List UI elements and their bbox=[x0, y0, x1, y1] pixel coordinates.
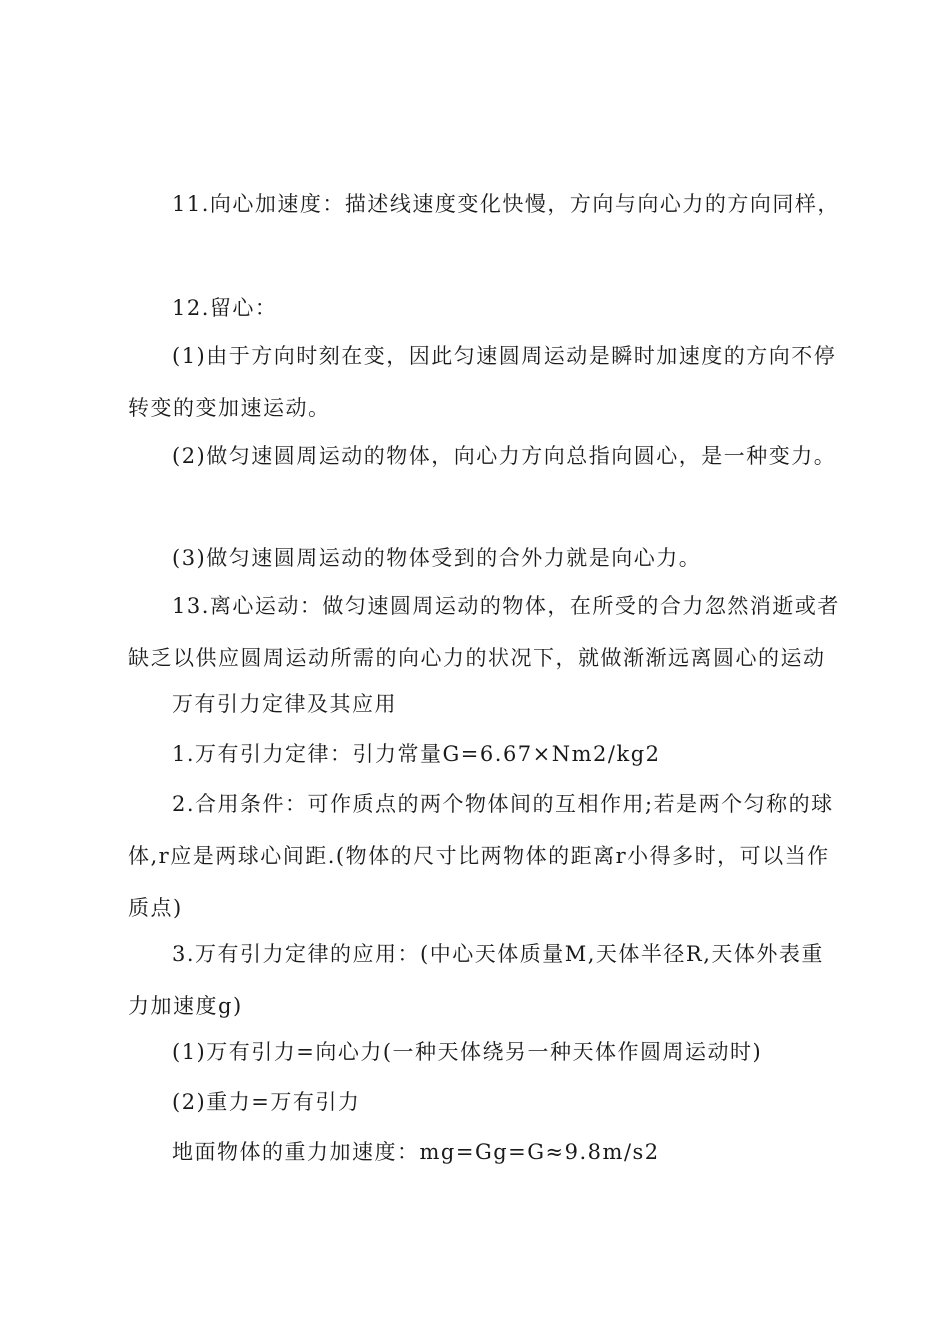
paragraph-11-centripetal-acceleration: 11.向心加速度：描述线速度变化快慢，方向与向心力的方向同样， bbox=[172, 192, 840, 216]
paragraph-gravitation-3-item-2: (2)重力=万有引力 bbox=[172, 1090, 361, 1114]
paragraph-12-item-3: (3)做匀速圆周运动的物体受到的合外力就是向心力。 bbox=[172, 546, 702, 570]
paragraph-gravitation-3: 3.万有引力定律的应用：(中心天体质量M,天体半径R,天体外表重力加速度g) bbox=[128, 942, 824, 1018]
paragraph-gravitation-1: 1.万有引力定律：引力常量G=6.67×Nm2/kg2 bbox=[172, 742, 661, 766]
paragraph-surface-gravity: 地面物体的重力加速度：mg=Gg=G≈9.8m/s2 bbox=[172, 1140, 660, 1164]
paragraph-12-note: 12.留心： bbox=[172, 296, 278, 320]
paragraph-12-item-1: (1)由于方向时刻在变，因此匀速圆周运动是瞬时加速度的方向不停转变的变加速运动。 bbox=[128, 344, 837, 420]
paragraph-13-centrifugal-motion: 13.离心运动：做匀速圆周运动的物体，在所受的合力忽然消逝或者缺乏以供应圆周运动所需的向心力的状况下，就做渐渐远离圆心的运动 bbox=[128, 594, 840, 670]
paragraph-gravitation-2: 2.合用条件：可作质点的两个物体间的互相作用;若是两个匀称的球体,r应是两球心间距.(物体的尺寸比两物体的距离r小得多时，可以当作质点) bbox=[128, 792, 834, 920]
paragraph-12-item-2: (2)做匀速圆周运动的物体，向心力方向总指向圆心，是一种变力。 bbox=[172, 444, 837, 468]
section-heading-gravitation: 万有引力定律及其应用 bbox=[172, 692, 397, 716]
paragraph-gravitation-3-item-1: (1)万有引力=向心力(一种天体绕另一种天体作圆周运动时) bbox=[172, 1040, 763, 1064]
